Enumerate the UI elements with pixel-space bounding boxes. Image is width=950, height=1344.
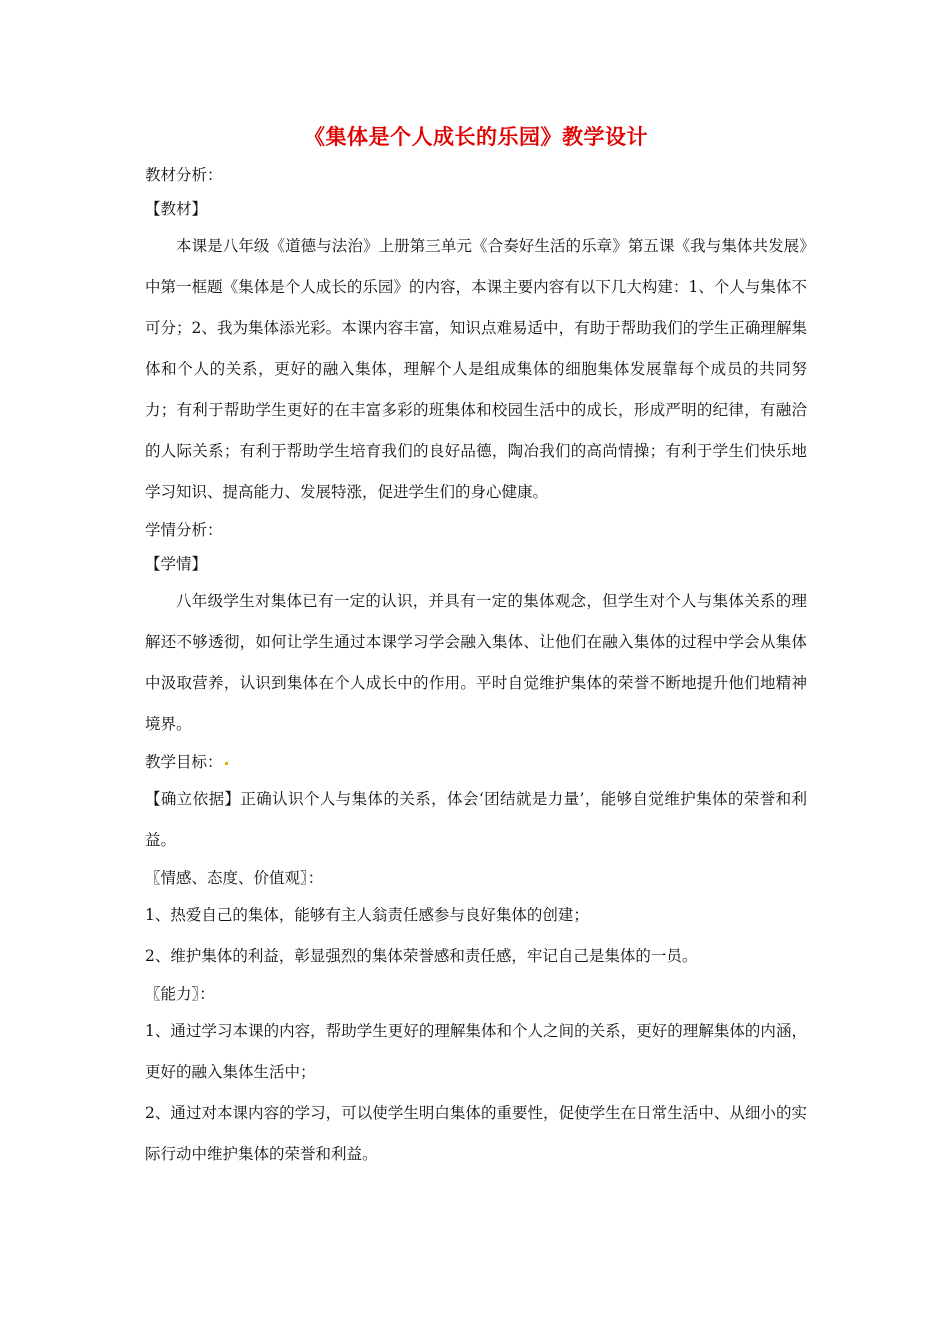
attitude-heading: 〖情感、态度、价值观〗： — [145, 869, 324, 887]
material-tag: 【教材】 — [145, 200, 208, 218]
marker-dot — [225, 762, 228, 765]
student-paragraph: 八年级学生对集体已有一定的认识，并具有一定的集体观念，但学生对个人与集体关系的理解还不够透彻，如何让学生通过本课学习学会融入集体、让他们在融入集体的过程中学会从集体中汲取营养，认识到集体在个人成长中的作用。平时自觉维护集体的荣誉不断地提升他们地精神境界。 — [145, 592, 807, 733]
ability-item-1: 1、通过学习本课的内容，帮助学生更好的理解集体和个人之间的关系，更好的理解集体的内涵，更好的融入集体生活中； — [145, 1022, 807, 1081]
goals-heading: 教学目标： — [145, 753, 223, 771]
student-analysis-heading: 学情分析： — [145, 521, 223, 539]
student-tag: 【学情】 — [145, 555, 208, 573]
material-paragraph: 本课是八年级《道德与法治》上册第三单元《合奏好生活的乐章》第五课《我与集体共发展》中第一框题《集体是个人成长的乐园》的内容，本课主要内容有以下几大构建：1、个人与集体不可分；2、我为集体添光彩。本课内容丰富，知识点难易适中，有助于帮助我们的学生正确理解集体和个人的关系，更好的融入集体，理解个人是组成集体的细胞集体发展靠每个成员的共同努力；有利于帮助学生更好的在丰富多彩的班集体和校园生活中的成长，形成严明的纪律，有融洽的人际关系；有利于帮助学生培育我们的良好品德，陶冶我们的高尚情操；有利于学生们快乐地学习知识、提高能力、发展特涨，促进学生们的身心健康。 — [145, 237, 807, 501]
attitude-item-2: 2、维护集体的利益，彰显强烈的集体荣誉感和责任感，牢记自己是集体的一员。 — [145, 947, 698, 965]
document-title: 《集体是个人成长的乐园》教学设计 — [304, 124, 648, 149]
ability-item-2: 2、通过对本课内容的学习，可以使学生明白集体的重要性，促使学生在日常生活中、从细小的实际行动中维护集体的荣誉和利益。 — [145, 1104, 807, 1163]
goals-heading-row — [145, 745, 807, 779]
goals-basis-paragraph: 【确立依据】正确认识个人与集体的关系，体会‘团结就是力量’，能够自觉维护集体的荣誉和利益。 — [145, 790, 807, 849]
ability-heading: 〖能力〗： — [145, 985, 215, 1003]
material-analysis-heading: 教材分析： — [145, 166, 223, 184]
attitude-item-1: 1、热爱自己的集体，能够有主人翁责任感参与良好集体的创建； — [145, 906, 589, 924]
document-page — [145, 118, 807, 1175]
